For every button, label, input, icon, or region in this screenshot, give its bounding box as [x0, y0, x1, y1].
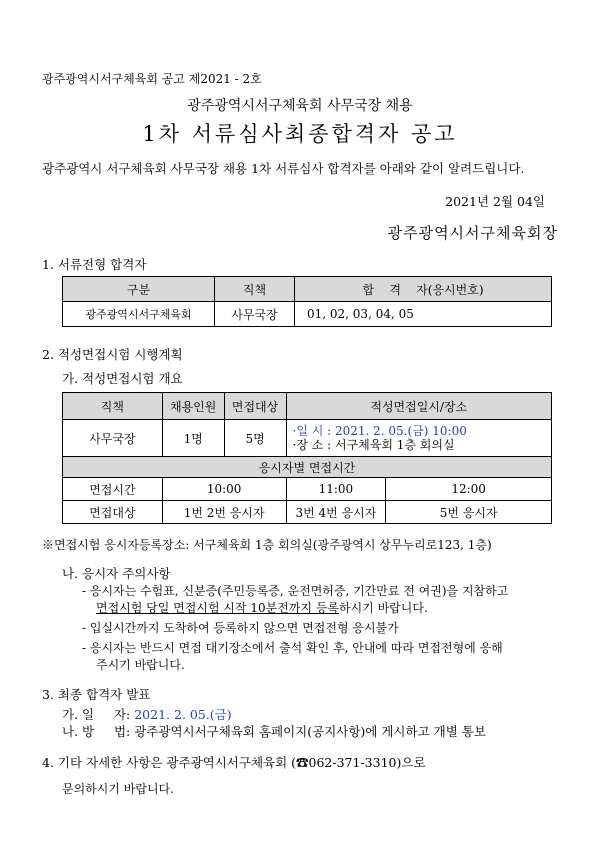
cell-candidates: 5명 [224, 420, 286, 457]
header-category: 구분 [63, 277, 215, 302]
announcement-method: 나. 방 법: 광주광역시서구체육회 홈페이지(공지사항)에 게시하고 개별 통보 [62, 724, 486, 739]
interview-place: ·장 소 : 서구체육회 1층 회의실 [292, 438, 455, 452]
issuer-name: 광주광역시서구체육회장 [387, 224, 558, 242]
cautions-heading: 나. 응시자 주의사항 [62, 566, 171, 581]
target-slot-1: 1번 2번 응시자 [162, 501, 286, 524]
caution-1-emphasis: 면접시험 당일 면접시험 시작 10분전까지 등록 [96, 601, 339, 615]
cell-passer-numbers: 01, 02, 03, 04, 05 [295, 302, 552, 327]
time-slot-1: 10:00 [162, 478, 286, 501]
caution-2: - 입실시간까지 도착하여 등록하지 않으면 면접전형 응시불가 [82, 621, 399, 635]
section3-heading: 3. 최종 합격자 발표 [42, 687, 151, 702]
caution-1-line2 [96, 600, 428, 617]
target-slot-3: 5번 응시자 [386, 501, 552, 524]
interview-table-header [63, 393, 552, 420]
table-row [63, 501, 552, 524]
announcement-date [62, 705, 232, 723]
section2-heading: 2. 적성면접시험 시행계획 [42, 347, 183, 362]
time-label: 면접시간 [63, 478, 163, 501]
time-slot-3: 12:00 [386, 478, 552, 501]
notice-subtitle: 광주광역시서구체육회 사무국장 채용 [187, 98, 413, 114]
caution-3-line2: 주시기 바랍니다. [96, 658, 185, 672]
time-header-row [63, 457, 552, 478]
passers-table [62, 276, 552, 327]
section4-closing: 문의하시기 바랍니다. [62, 782, 174, 796]
interview-datetime: ·일 시 : 2021. 2. 05.(금) 10:00 [292, 424, 467, 438]
intro-text: 광주광역시 서구체육회 사무국장 채용 1차 서류심사 합격자를 아래와 같이 알려드립니다. [42, 161, 525, 176]
interview-table [62, 392, 552, 524]
time-header: 응시자별 면접시간 [63, 457, 552, 478]
header-schedule: 적성면접일시/장소 [286, 393, 552, 420]
registration-note: ※면접시험 응시자등록장소: 서구체육회 1층 회의실(광주광역시 상무누리로123, 1층) [42, 538, 492, 552]
notice-number: 광주광역시서구체육회 공고 제2021 - 2호 [42, 72, 262, 86]
section4-contact: 4. 기타 자세한 사항은 광주광역시서구체육회 (☎062-371-3310)으로 [42, 755, 426, 770]
cell-schedule [286, 420, 552, 457]
cell-position: 사무국장 [63, 420, 163, 457]
table-row [63, 420, 552, 457]
header-hires: 채용인원 [162, 393, 224, 420]
time-slot-2: 11:00 [286, 478, 386, 501]
cell-organization: 광주광역시서구체육회 [63, 302, 215, 327]
header-candidates: 면접대상 [224, 393, 286, 420]
target-slot-2: 3번 4번 응시자 [286, 501, 386, 524]
cell-position: 사무국장 [215, 302, 295, 327]
page-title: 1차 서류심사최종합격자 공고 [142, 122, 458, 146]
announcement-date-label: 가. 일 자: [62, 707, 135, 722]
header-passers: 합 격 자(응시번호) [295, 277, 552, 302]
header-position: 직책 [63, 393, 163, 420]
table-row [63, 478, 552, 501]
announcement-date-value: 2021. 2. 05.(금) [134, 707, 232, 722]
header-position: 직책 [215, 277, 295, 302]
passers-table-header [63, 277, 552, 302]
section1-heading: 1. 서류전형 합격자 [42, 257, 147, 272]
caution-3-line1: - 응시자는 반드시 면접 대기장소에서 출석 확인 후, 안내에 따라 면접전형에 응해 [82, 641, 503, 655]
cell-hires: 1명 [162, 420, 224, 457]
notice-date: 2021년 2월 04일 [445, 194, 545, 209]
target-label: 면접대상 [63, 501, 163, 524]
caution-1-line1: - 응시자는 수험표, 신분증(주민등록증, 운전면허증, 기간만료 전 여권)을 지참하고 [82, 584, 509, 598]
table-row [63, 302, 552, 327]
section2-subheading: 가. 적성면접시험 개요 [62, 371, 183, 386]
caution-1-tail: 하시기 바랍니다. [339, 601, 428, 615]
